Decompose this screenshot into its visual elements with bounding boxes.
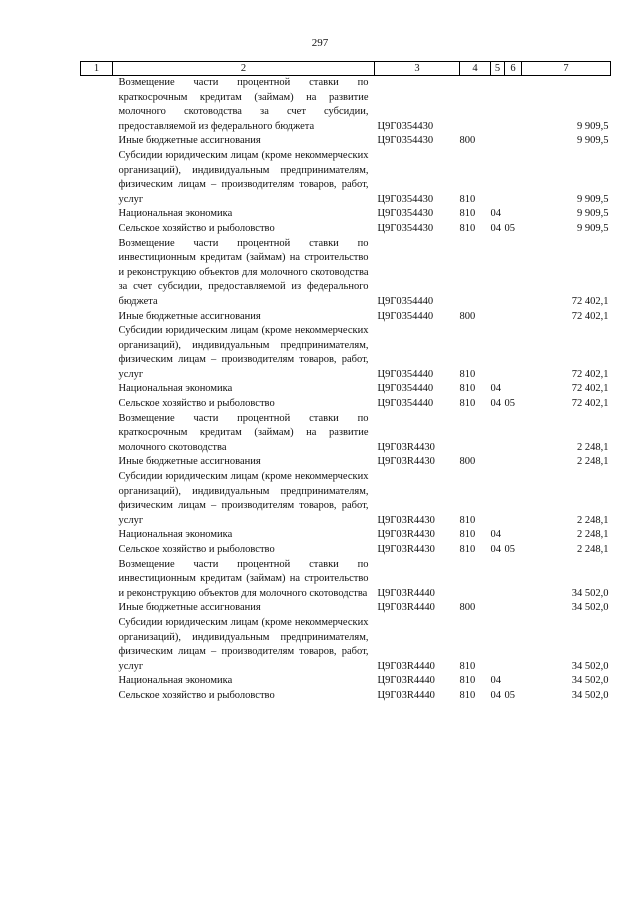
row-name: Субсидии юридическим лицам (кроме некоммерческих организаций), индивидуальным предпринимателям, физическим лицам – производителям товаров, работ, услуг bbox=[118, 325, 369, 380]
table-row bbox=[81, 76, 611, 135]
row-code: Ц9Г03R4440 bbox=[377, 689, 435, 701]
row-sum: 72 402,1 bbox=[571, 398, 609, 410]
row-section: 04 bbox=[490, 222, 501, 234]
row-code: Ц9Г0354440 bbox=[377, 368, 434, 380]
row-code: Ц9Г0354430 bbox=[377, 135, 434, 147]
column-header-6: 6 bbox=[505, 62, 522, 76]
row-name: Иные бюджетные ассигнования bbox=[118, 456, 261, 468]
row-code: Ц9Г03R4430 bbox=[377, 514, 435, 526]
row-expense-type: 810 bbox=[459, 689, 476, 701]
row-section: 04 bbox=[490, 675, 501, 687]
row-code: Ц9Г0354440 bbox=[377, 383, 434, 395]
row-sum: 2 248,1 bbox=[577, 441, 609, 453]
row-name: Иные бюджетные ассигнования bbox=[118, 135, 261, 147]
row-code: Ц9Г0354440 bbox=[377, 398, 434, 410]
row-sum: 34 502,0 bbox=[571, 675, 609, 687]
row-name: Субсидии юридическим лицам (кроме некоммерческих организаций), индивидуальным предпринимателям, физическим лицам – производителям товаров, работ, услуг bbox=[118, 471, 369, 526]
row-expense-type: 810 bbox=[459, 529, 476, 541]
table-row bbox=[81, 528, 611, 543]
table-row bbox=[81, 237, 611, 310]
row-expense-type: 800 bbox=[459, 310, 476, 322]
row-subsection bbox=[505, 470, 522, 528]
row-code: Ц9Г0354430 bbox=[377, 193, 434, 205]
row-expense-type: 810 bbox=[459, 544, 476, 555]
row-sum: 72 402,1 bbox=[571, 295, 609, 307]
row-subsection bbox=[505, 601, 522, 616]
row-sum: 34 502,0 bbox=[571, 602, 609, 614]
row-sum: 9 909,5 bbox=[577, 222, 609, 234]
row-expense-type bbox=[460, 76, 491, 135]
row-sum: 72 402,1 bbox=[571, 383, 609, 395]
column-header-1: 1 bbox=[81, 62, 113, 76]
row-subsection bbox=[505, 149, 522, 207]
row-section: 04 bbox=[490, 529, 501, 541]
row-subsection: 05 bbox=[504, 222, 515, 234]
table-row bbox=[81, 207, 611, 222]
table-row bbox=[81, 310, 611, 325]
row-sum: 9 909,5 bbox=[577, 120, 609, 132]
row-code: Ц9Г03R4430 bbox=[377, 456, 435, 468]
row-subsection bbox=[505, 455, 522, 470]
row-sum: 34 502,0 bbox=[571, 587, 609, 599]
row-name: Национальная экономика bbox=[118, 383, 233, 395]
row-subsection bbox=[505, 134, 522, 149]
row-code: Ц9Г03R4440 bbox=[377, 675, 435, 687]
row-code: Ц9Г03R4440 bbox=[377, 602, 435, 614]
row-name: Иные бюджетные ассигнования bbox=[118, 602, 261, 614]
header-row bbox=[81, 62, 611, 76]
row-section: 04 bbox=[490, 383, 501, 395]
row-sum: 72 402,1 bbox=[571, 310, 609, 322]
table-row bbox=[81, 455, 611, 470]
column-header-5: 5 bbox=[491, 62, 505, 76]
table-body bbox=[81, 76, 611, 704]
row-subsection bbox=[505, 76, 522, 135]
table-row bbox=[81, 397, 611, 412]
row-name: Сельское хозяйство и рыболовство bbox=[118, 398, 275, 410]
row-expense-type: 800 bbox=[459, 456, 476, 468]
row-code: Ц9Г03R4430 bbox=[377, 544, 435, 555]
row-subsection bbox=[505, 324, 522, 382]
row-code: Ц9Г03R4440 bbox=[377, 660, 435, 672]
row-name: Иные бюджетные ассигнования bbox=[118, 310, 261, 322]
table-row bbox=[81, 470, 611, 528]
row-section bbox=[491, 310, 505, 325]
table-row bbox=[81, 324, 611, 382]
row-sum: 9 909,5 bbox=[577, 135, 609, 147]
row-code: Ц9Г0354440 bbox=[377, 295, 434, 307]
row-section bbox=[491, 324, 505, 382]
column-header-7: 7 bbox=[522, 62, 611, 76]
row-code: Ц9Г03R4430 bbox=[377, 529, 435, 541]
row-expense-type bbox=[460, 558, 491, 602]
row-expense-type: 800 bbox=[459, 135, 476, 147]
table-row bbox=[81, 149, 611, 207]
row-section bbox=[491, 149, 505, 207]
row-section: 04 bbox=[490, 544, 501, 555]
row-sum: 34 502,0 bbox=[571, 660, 609, 672]
row-name: Возмещение части процентной ставки по краткосрочным кредитам (займам) на развитие молочного скотоводства bbox=[118, 412, 369, 453]
row-name: Сельское хозяйство и рыболовство bbox=[118, 222, 275, 234]
row-code: Ц9Г0354440 bbox=[377, 310, 434, 322]
row-expense-type: 810 bbox=[459, 208, 476, 220]
row-section: 04 bbox=[490, 398, 501, 410]
row-name: Возмещение части процентной ставки по краткосрочным кредитам (займам) на развитие молочного скотоводства за счет субсидии, предоставляемой из федерального бюджета bbox=[118, 77, 369, 132]
row-section: 04 bbox=[490, 689, 501, 701]
row-subsection bbox=[505, 310, 522, 325]
row-name: Возмещение части процентной ставки по инвестиционным кредитам (займам) на строительство и реконструкцию объектов для молочного скотоводства bbox=[118, 558, 369, 599]
row-code: Ц9Г0354430 bbox=[377, 222, 434, 234]
row-sum: 2 248,1 bbox=[577, 544, 609, 555]
row-name: Сельское хозяйство и рыболовство bbox=[118, 689, 275, 701]
row-section bbox=[491, 237, 505, 310]
page-number: 297 bbox=[311, 37, 329, 49]
table-row bbox=[81, 601, 611, 616]
row-sum: 2 248,1 bbox=[577, 529, 609, 541]
row-code: Ц9Г0354430 bbox=[377, 208, 434, 220]
row-section bbox=[491, 134, 505, 149]
table-row bbox=[81, 674, 611, 689]
table-row bbox=[81, 558, 611, 602]
column-header-3: 3 bbox=[375, 62, 460, 76]
row-subsection bbox=[505, 558, 522, 602]
row-name: Национальная экономика bbox=[118, 529, 233, 541]
row-section bbox=[491, 412, 505, 456]
row-subsection bbox=[505, 207, 522, 222]
row-sum: 72 402,1 bbox=[571, 368, 609, 380]
row-section bbox=[491, 616, 505, 674]
row-section bbox=[491, 601, 505, 616]
row-expense-type: 810 bbox=[459, 383, 476, 395]
row-code: Ц9Г03R4440 bbox=[377, 587, 435, 599]
row-expense-type bbox=[460, 237, 491, 310]
row-expense-type: 810 bbox=[459, 514, 476, 526]
row-section bbox=[491, 76, 505, 135]
row-section bbox=[491, 558, 505, 602]
row-sum: 9 909,5 bbox=[577, 208, 609, 220]
row-code: Ц9Г03R4430 bbox=[377, 441, 435, 453]
row-expense-type: 810 bbox=[459, 675, 476, 687]
row-expense-type bbox=[460, 412, 491, 456]
row-name: Субсидии юридическим лицам (кроме некоммерческих организаций), индивидуальным предпринимателям, физическим лицам – производителям товаров, работ, услуг bbox=[118, 149, 369, 205]
row-section: 04 bbox=[490, 208, 501, 220]
table-row bbox=[81, 134, 611, 149]
row-name: Возмещение части процентной ставки по инвестиционным кредитам (займам) на строительство и реконструкцию объектов для молочного скотоводства за счет субсидии, предоставляемой из федерального бюджета bbox=[118, 237, 369, 307]
row-sum: 34 502,0 bbox=[571, 689, 609, 701]
row-expense-type: 810 bbox=[459, 398, 476, 410]
row-subsection bbox=[505, 528, 522, 543]
row-expense-type: 810 bbox=[459, 193, 476, 205]
row-expense-type: 810 bbox=[459, 368, 476, 380]
table-row bbox=[81, 689, 611, 704]
table-row bbox=[81, 222, 611, 237]
column-header-2: 2 bbox=[113, 62, 375, 76]
row-sum: 2 248,1 bbox=[577, 514, 609, 526]
row-sum: 9 909,5 bbox=[577, 193, 609, 205]
row-expense-type: 800 bbox=[459, 602, 476, 614]
table-row bbox=[81, 382, 611, 397]
row-subsection bbox=[505, 674, 522, 689]
row-name: Субсидии юридическим лицам (кроме некоммерческих организаций), индивидуальным предпринимателям, физическим лицам – производителям товаров, работ, услуг bbox=[118, 616, 369, 672]
row-subsection: 05 bbox=[504, 398, 515, 410]
row-subsection bbox=[505, 616, 522, 674]
column-header-4: 4 bbox=[460, 62, 491, 76]
row-subsection bbox=[505, 382, 522, 397]
row-section bbox=[491, 470, 505, 528]
row-subsection: 05 bbox=[504, 544, 515, 555]
table-row bbox=[81, 412, 611, 456]
row-subsection bbox=[505, 237, 522, 310]
row-code: Ц9Г0354430 bbox=[377, 120, 434, 132]
row-expense-type: 810 bbox=[459, 222, 476, 234]
row-subsection bbox=[505, 412, 522, 456]
row-name: Национальная экономика bbox=[118, 675, 233, 687]
row-name: Сельское хозяйство и рыболовство bbox=[118, 544, 275, 555]
budget-table bbox=[80, 61, 611, 704]
row-section bbox=[491, 455, 505, 470]
row-sum: 2 248,1 bbox=[577, 456, 609, 468]
row-subsection: 05 bbox=[504, 689, 515, 701]
row-expense-type: 810 bbox=[459, 660, 476, 672]
table-row bbox=[81, 543, 611, 558]
row-name: Национальная экономика bbox=[118, 208, 233, 220]
table-row bbox=[81, 616, 611, 674]
